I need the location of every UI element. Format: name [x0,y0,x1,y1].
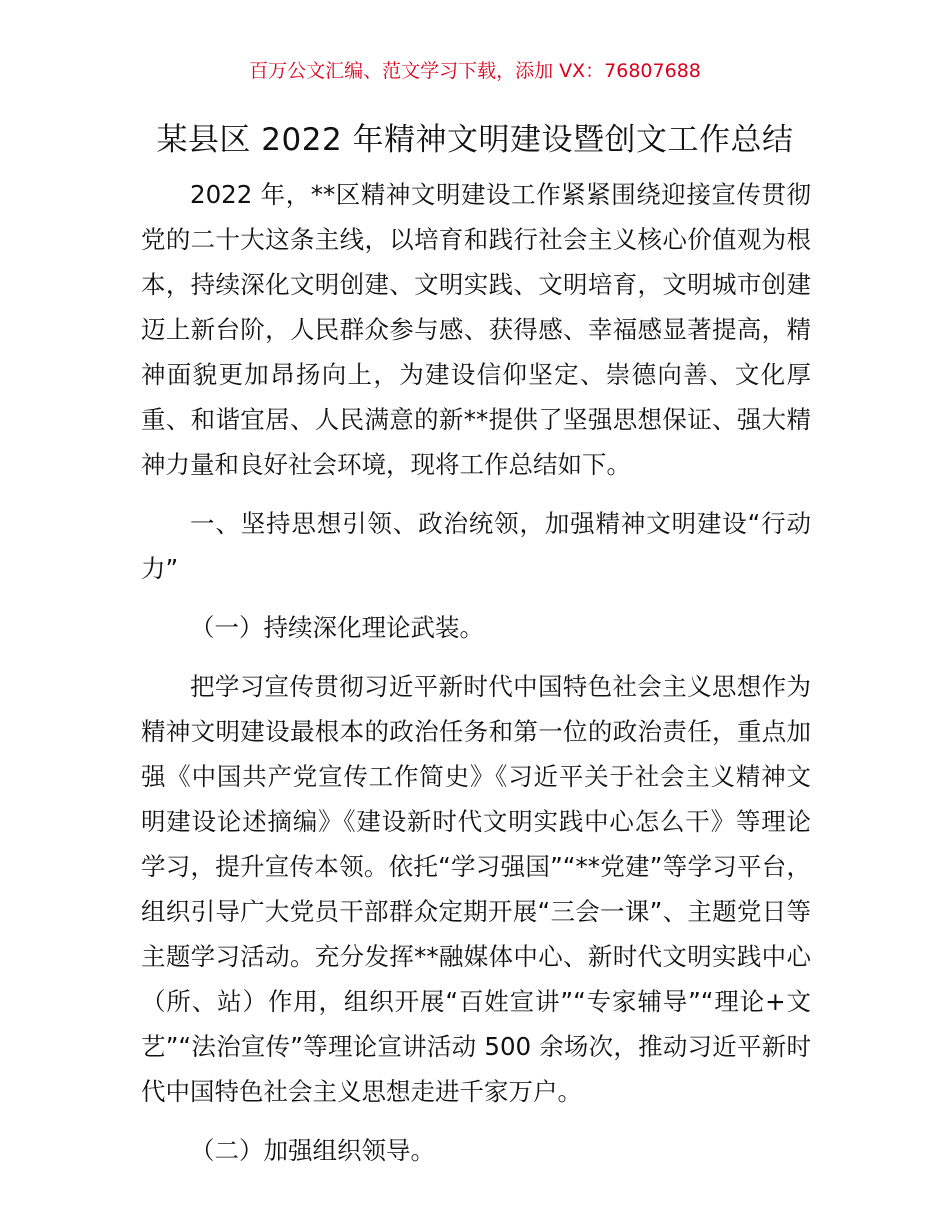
section-heading-1: 一、坚持思想引领、政治统领，加强精神文明建设“行动力” [141,509,811,583]
document-title: 某县区 2022 年精神文明建设暨创文工作总结 [156,122,794,158]
intro-paragraph: 2022 年，**区精神文明建设工作紧紧围绕迎接宣传贯彻党的二十大这条主线，以培育和践行社会主义核心价值观为根本，持续深化文明创建、文明实践、文明培育，文明城市创建迈上新台阶，人民群众参与感、获得感、幸福感显著提高，精神面貌更加昂扬向上，为建设信仰坚定、崇德向善、文化厚重、和谐宜居、人民满意的新**提供了坚强思想保证、强大精神力量和良好社会环境，现将工作总结如下。 [141,180,811,479]
subsection-heading-2: （二）加强组织领导。 [190,1136,435,1165]
promo-banner: 百万公文汇编、范文学习下载，添加 VX：76807688 [249,60,701,82]
subsection-heading-1: （一）持续深化理论武装。 [190,613,484,642]
subsection-body-1: 把学习宣传贯彻习近平新时代中国特色社会主义思想作为精神文明建设最根本的政治任务和第一位的政治责任，重点加强《中国共产党宣传工作简史》《习近平关于社会主义精神文明建设论述摘编》《建设新时代文明实践中心怎么干》等理论学习，提升宣传本领。依托“学习强国”“**党建”等学习平台，组织引导广大党员干部群众定期开展“三会一课”、主题党日等主题学习活动。充分发挥**融媒体中心、新时代文明实践中心（所、站）作用，组织开展“百姓宣讲”“专家辅导”“理论+文艺”“法治宣传”等理论宣讲活动 500 余场次，推动习近平新时代中国特色社会主义思想走进千家万户。 [141,672,811,1106]
document-body [141,172,811,1173]
